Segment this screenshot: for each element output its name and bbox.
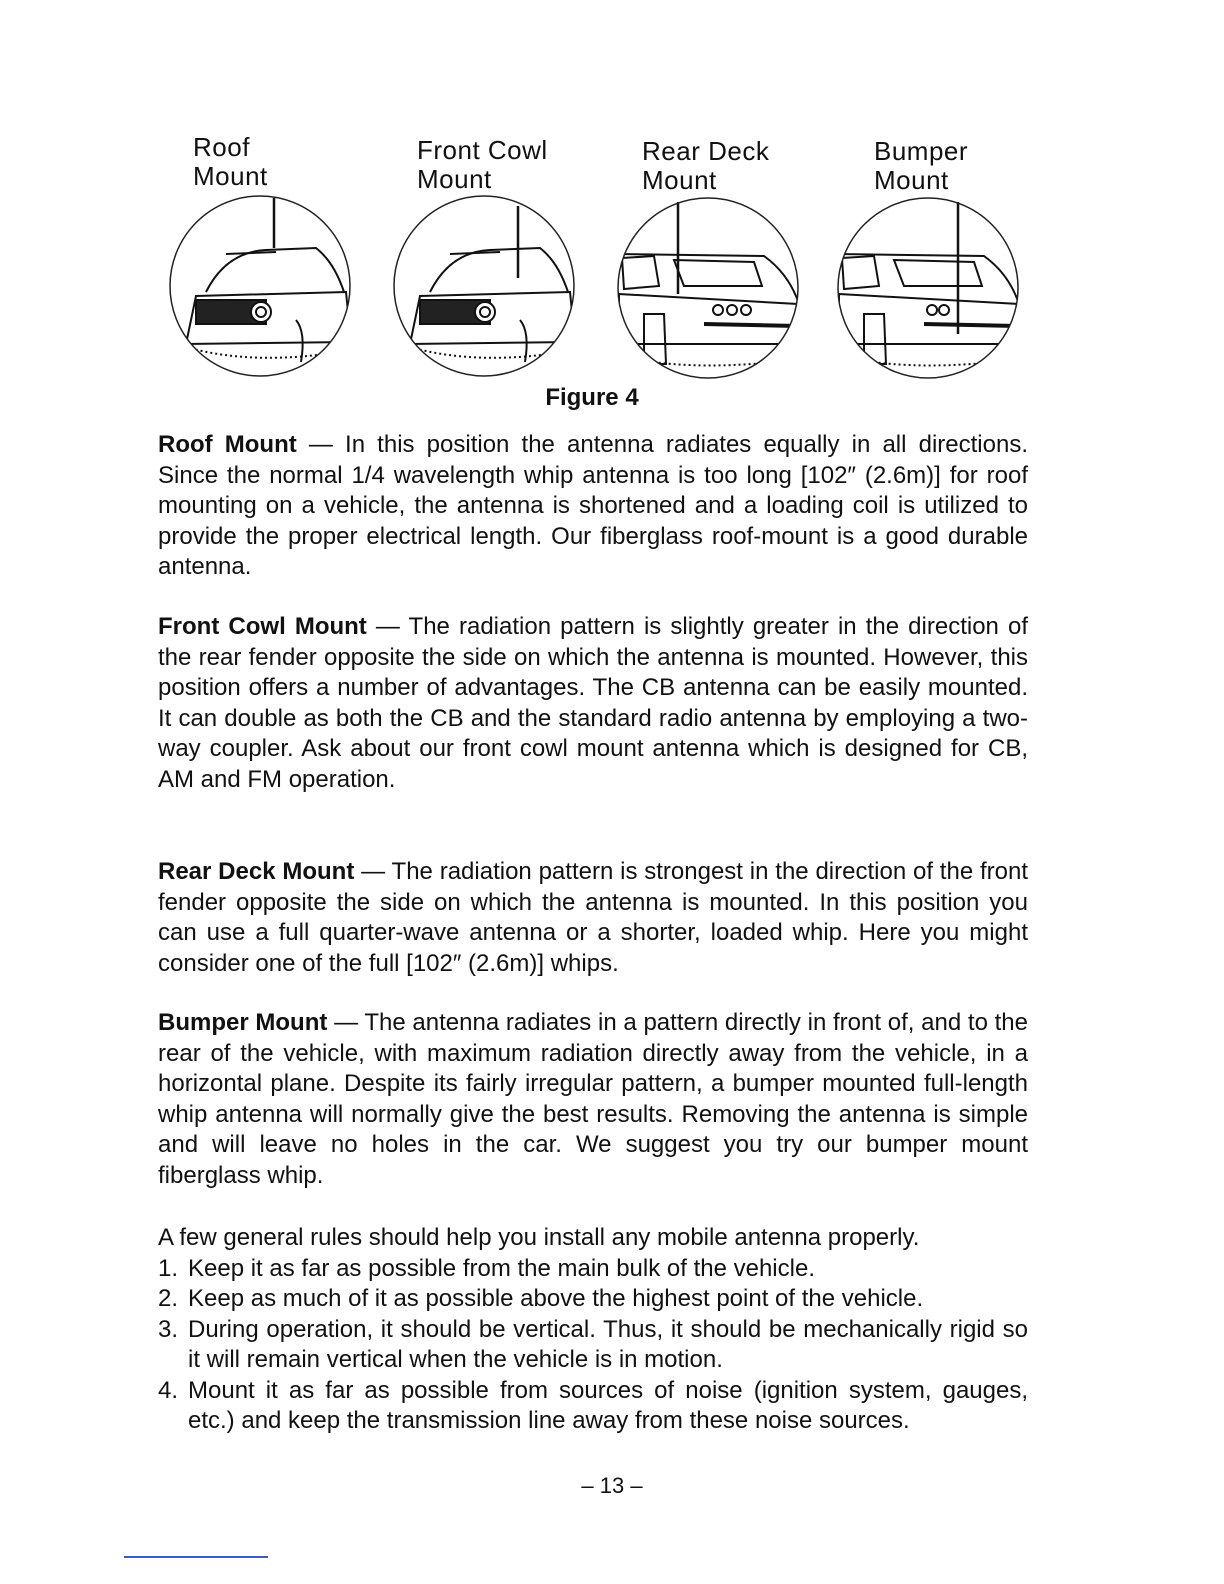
figure-label-rear-deck (642, 137, 769, 195)
rear-deck-mount-illustration (614, 194, 802, 382)
figure-label-line2: Mount (193, 161, 268, 191)
figure-label-line1: Bumper (874, 136, 969, 166)
list-item-number: 3. (158, 1315, 179, 1343)
section-text: — The radiation pattern is slightly greater in the direction of the rear fender opposite the side on which the antenna is mounted. However, this position offers a number of advantages. The CB antenna can be easily mounted. It can double as both the CB and the standard radio antenna by employing a two-way coupler. Ask about our front cowl mount antenna which is designed for CB, AM and FM operation. (158, 613, 1028, 793)
general-rules (158, 1223, 1028, 1437)
section-text: — The antenna radiates in a pattern directly in front of, and to the rear of the vehicle, with maximum radiation directly away from the vehicle, in a horizontal plane. Despite its fairly irregular pattern, a bumper mounted full-length whip antenna will normally give the best results. Removing the antenna is simple and will leave no holes in the car. We suggest you try our bumper mount fiberglass whip. (158, 1009, 1028, 1189)
section-heading: Rear Deck Mount (158, 858, 355, 885)
section-heading: Roof Mount (158, 431, 297, 458)
figure-caption: Figure 4 (545, 384, 639, 411)
list-item (158, 1254, 1028, 1285)
list-item (158, 1376, 1028, 1437)
page-number: – 13 – (581, 1473, 643, 1498)
section-rear-deck-mount (158, 857, 1028, 979)
section-heading: Front Cowl Mount (158, 613, 367, 640)
list-item-text: Keep as much of it as possible above the highest point of the vehicle. (188, 1285, 924, 1312)
figure-label-line1: Roof (193, 132, 250, 162)
list-item (158, 1315, 1028, 1376)
list-item-number: 2. (158, 1285, 179, 1312)
section-bumper-mount (158, 1008, 1028, 1191)
list-item (158, 1284, 1028, 1315)
figure-label-line2: Mount (642, 165, 717, 195)
bumper-mount-illustration (834, 194, 1022, 382)
figure-label-line2: Mount (417, 164, 492, 194)
list-item-text: Mount it as far as possible from sources of noise (ignition system, gauges, etc.) and keep the transmission line away from these noise sources. (188, 1376, 1028, 1434)
list-item-text: During operation, it should be vertical. Thus, it should be mechanically rigid so it will remain vertical when the vehicle is in motion. (188, 1315, 1028, 1373)
list-item-number: 1. (158, 1254, 179, 1282)
front-cowl-mount-illustration (390, 192, 578, 380)
figure-label-line1: Front Cowl (417, 135, 548, 165)
figure-label-roof (193, 133, 268, 191)
rules-list (158, 1254, 1028, 1437)
roof-mount-illustration (166, 192, 354, 380)
section-front-cowl-mount (158, 612, 1028, 795)
list-item-text: Keep it as far as possible from the main bulk of the vehicle. (188, 1254, 815, 1282)
figure-label-line2: Mount (874, 165, 949, 195)
figure-label-bumper (874, 137, 968, 195)
list-item-number: 4. (158, 1376, 179, 1404)
section-heading: Bumper Mount (158, 1009, 328, 1036)
rules-intro: A few general rules should help you install any mobile antenna properly. (158, 1224, 920, 1251)
section-roof-mount (158, 430, 1028, 583)
section-text: — The radiation pattern is strongest in the direction of the front fender opposite the side on which the antenna is mounted. In this position you can use a full quarter-wave antenna or a shorter, loaded whip. Here you might consider one of the full [102″ (2.6m)] whips. (158, 858, 1029, 977)
section-text: — In this position the antenna radiates equally in all directions. Since the normal 1/4 wavelength whip antenna is too long [102″ (2.6m)] for roof mounting on a vehicle, the antenna is shortened and a loading coil is utilized to provide the proper electrical length. Our fiberglass roof-mount is a good durable antenna. (158, 431, 1028, 580)
figure-label-line1: Rear Deck (642, 136, 770, 166)
footer-rule (124, 1556, 268, 1558)
figure-label-front-cowl (417, 136, 548, 194)
